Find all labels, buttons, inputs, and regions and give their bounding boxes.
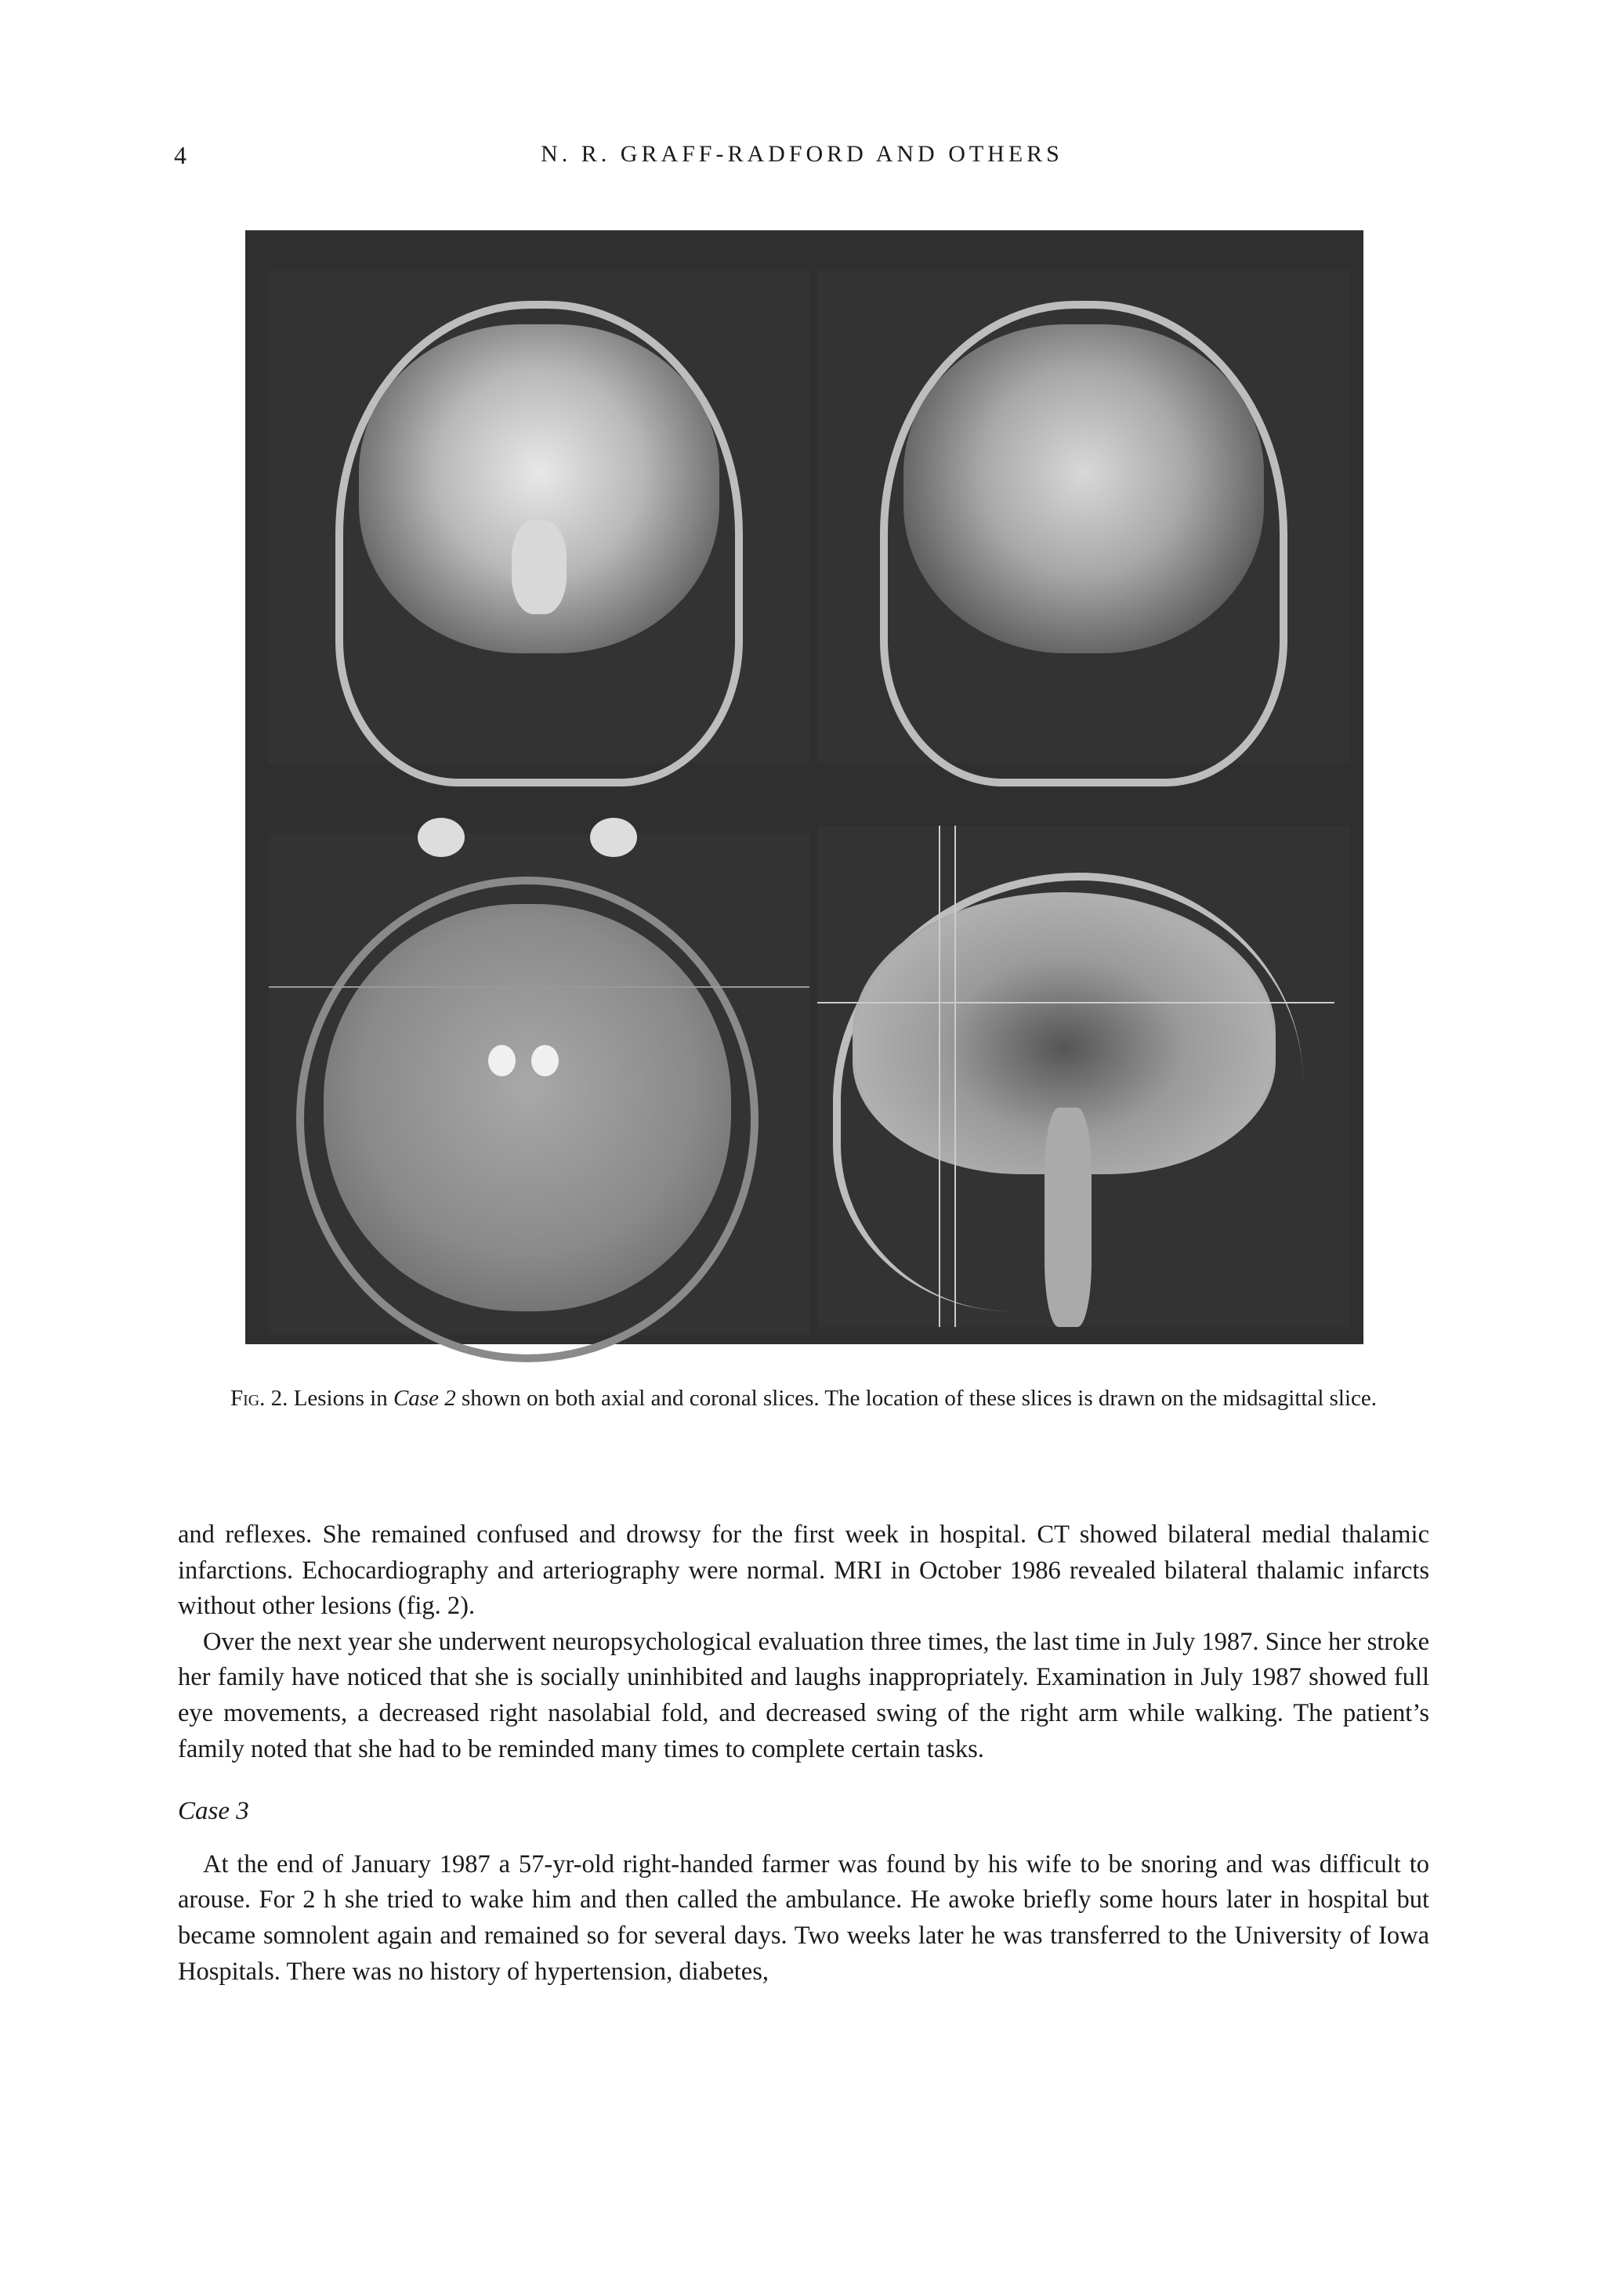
caption-text: shown on both axial and coronal slices. The location of these slices is drawn on the midsagittal slice. (455, 1386, 1378, 1411)
mri-figure (245, 230, 1363, 1344)
coronal-slice-2 (817, 269, 1350, 763)
paragraph: and reflexes. She remained confused and drowsy for the first week in hospital. CT showed bilateral medial thalamic infarctions. Echocardiography and arteriography were normal. MRI in October 1986 revealed bilateral thalamic infarcts without other lesions (fig. 2). (178, 1520, 1429, 1621)
coronal-slice-1 (269, 269, 809, 763)
caption-case: Case 2 (393, 1386, 456, 1411)
figure-label: Fig. 2. (230, 1386, 288, 1411)
body-text (178, 1517, 1429, 1990)
caption-text: Lesions in (288, 1386, 393, 1411)
section-heading: Case 3 (178, 1797, 249, 1826)
running-head: N. R. GRAFF-RADFORD AND OTHERS (541, 141, 1063, 167)
paragraph: Over the next year she underwent neuropsychological evaluation three times, the last time in July 1987. Since her stroke her family have noticed that she is socially uninhibited and laughs inappropriately. Examination in July 1987 showed full eye movements, a decreased right nasolabial fold, and decreased swing of the right arm while walking. The patient’s family noted that she had to be reminded many times to complete certain tasks. (178, 1627, 1429, 1763)
axial-slice (269, 833, 809, 1335)
paragraph: At the end of January 1987 a 57-yr-old right-handed farmer was found by his wife to be snoring and was difficult to arouse. For 2 h she tried to wake him and then called the ambulance. He awoke briefly some hours later in hospital but became somnolent again and remained so for several days. Two weeks later he was transferred to the University of Iowa Hospitals. There was no history of hypertension, diabetes, (178, 1849, 1429, 1986)
midsagittal-slice (817, 826, 1350, 1327)
page-number: 4 (174, 141, 186, 169)
figure-caption (178, 1383, 1429, 1413)
